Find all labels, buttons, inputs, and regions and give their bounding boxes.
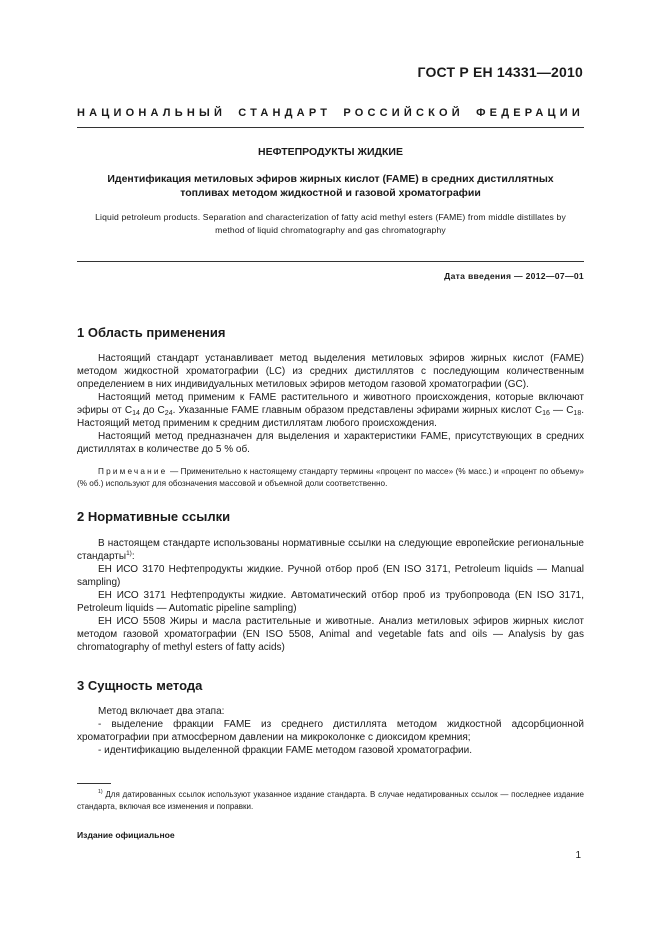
- document-subject: НЕФТЕПРОДУКТЫ ЖИДКИЕ: [258, 146, 403, 158]
- title-ru-line: топливах методом жидкостной и газовой хроматографии: [180, 187, 481, 199]
- reference-item: ЕН ИСО 3170 Нефтепродукты жидкие. Ручной отбор проб (EN ISO 3171, Petroleum liquids — Manual sampling): [77, 564, 584, 588]
- section-3-heading: 3 Сущность метода: [77, 678, 203, 693]
- paragraph: В настоящем стандарте использованы нормативные ссылки на следующие европейские региональные стандарты$^{1)}$:: [77, 538, 584, 562]
- paragraph: Настоящий метод применим к FAME растительного и животного происхождения, которые включают эфиры от $C_{14}$ до $C_{24}$. Указанные FAME главным образом представлены эфирами жирных кислот $C_{16}$ — $C_{18}$. Настоящий метод применим к средним дистиллятам любого происхождения.: [77, 392, 584, 429]
- footnote-divider: [77, 783, 111, 784]
- section-2-body: [77, 537, 584, 654]
- section-3-body: [77, 705, 584, 757]
- document-title-en: [77, 211, 584, 237]
- title-en-line: Liquid petroleum products. Separation and characterization of fatty acid methyl esters (FAME) from middle distillates by: [95, 212, 566, 222]
- page-number: 1: [575, 850, 581, 861]
- banner-word: РОССИЙСКОЙ: [343, 107, 464, 119]
- title-en-line: method of liquid chromatography and gas chromatography: [215, 225, 446, 235]
- edition-label: Издание официальное: [77, 830, 175, 840]
- section-1-heading: 1 Область применения: [77, 325, 226, 340]
- banner-word: ФЕДЕРАЦИИ: [476, 107, 584, 119]
- paragraph: Настоящий метод предназначен для выделения и характеристики FAME, присутствующих в средних дистиллятах в количестве до 5 % об.: [77, 431, 584, 455]
- section-2-heading: 2 Нормативные ссылки: [77, 509, 231, 524]
- standard-number: ГОСТ Р ЕН 14331—2010: [417, 64, 583, 80]
- section-1-body: [77, 352, 584, 456]
- paragraph: Настоящий стандарт устанавливает метод выделения метиловых эфиров жирных кислот (FAME) методом жидкостной хроматографии (LC) из средних дистиллятов с последующим количественным определением в них индивидуальных метиловых эфиров методом газовой хроматографии (GC).: [77, 353, 584, 390]
- footnote-marker: 1): [98, 789, 103, 795]
- note-text: — Применительно к настоящему стандарту термины «процент по массе» (% масс.) и «процент по объему» (% об.) используют для обозначения массовой и объемной доли соответственно.: [77, 467, 584, 488]
- header-divider: [77, 127, 584, 128]
- list-item: - идентификацию выделенной фракции FAME методом газовой хроматографии.: [98, 745, 472, 756]
- list-item: - выделение фракции FAME из среднего дистиллята методом жидкостной адсорбционной хроматографии при атмосферном давлении на микроколонке с диоксидом кремния;: [77, 719, 584, 743]
- paragraph: Метод включает два этапа:: [98, 706, 225, 717]
- title-divider: [77, 261, 584, 262]
- document-title-ru: [77, 172, 584, 200]
- reference-item: ЕН ИСО 5508 Жиры и масла растительные и животные. Анализ метиловых эфиров жирных кислот методом газовой хроматографии (EN ISO 5508, Animal and vegetable fats and oils — Analysis by gas chromatography of methyl esters of fatty acids): [77, 616, 584, 653]
- banner-word: СТАНДАРТ: [238, 107, 332, 119]
- national-standard-banner: [77, 107, 584, 119]
- footnote-text: Для датированных ссылок используют указанное издание стандарта. В случае недатированных ссылок — последнее издание стандарта, включая все изменения и поправки.: [77, 790, 584, 811]
- title-ru-line: Идентификация метиловых эфиров жирных кислот (FAME) в средних дистиллятных: [107, 173, 554, 185]
- reference-item: ЕН ИСО 3171 Нефтепродукты жидкие. Автоматический отбор проб из трубопровода (EN ISO 3171, Petroleum liquids — Automatic pipeline sampling): [77, 590, 584, 614]
- footnote: [77, 789, 584, 813]
- introduction-date: Дата введения — 2012—07—01: [444, 271, 584, 281]
- note-label: Примечание: [98, 467, 168, 476]
- banner-word: НАЦИОНАЛЬНЫЙ: [77, 107, 227, 119]
- note: [77, 466, 584, 490]
